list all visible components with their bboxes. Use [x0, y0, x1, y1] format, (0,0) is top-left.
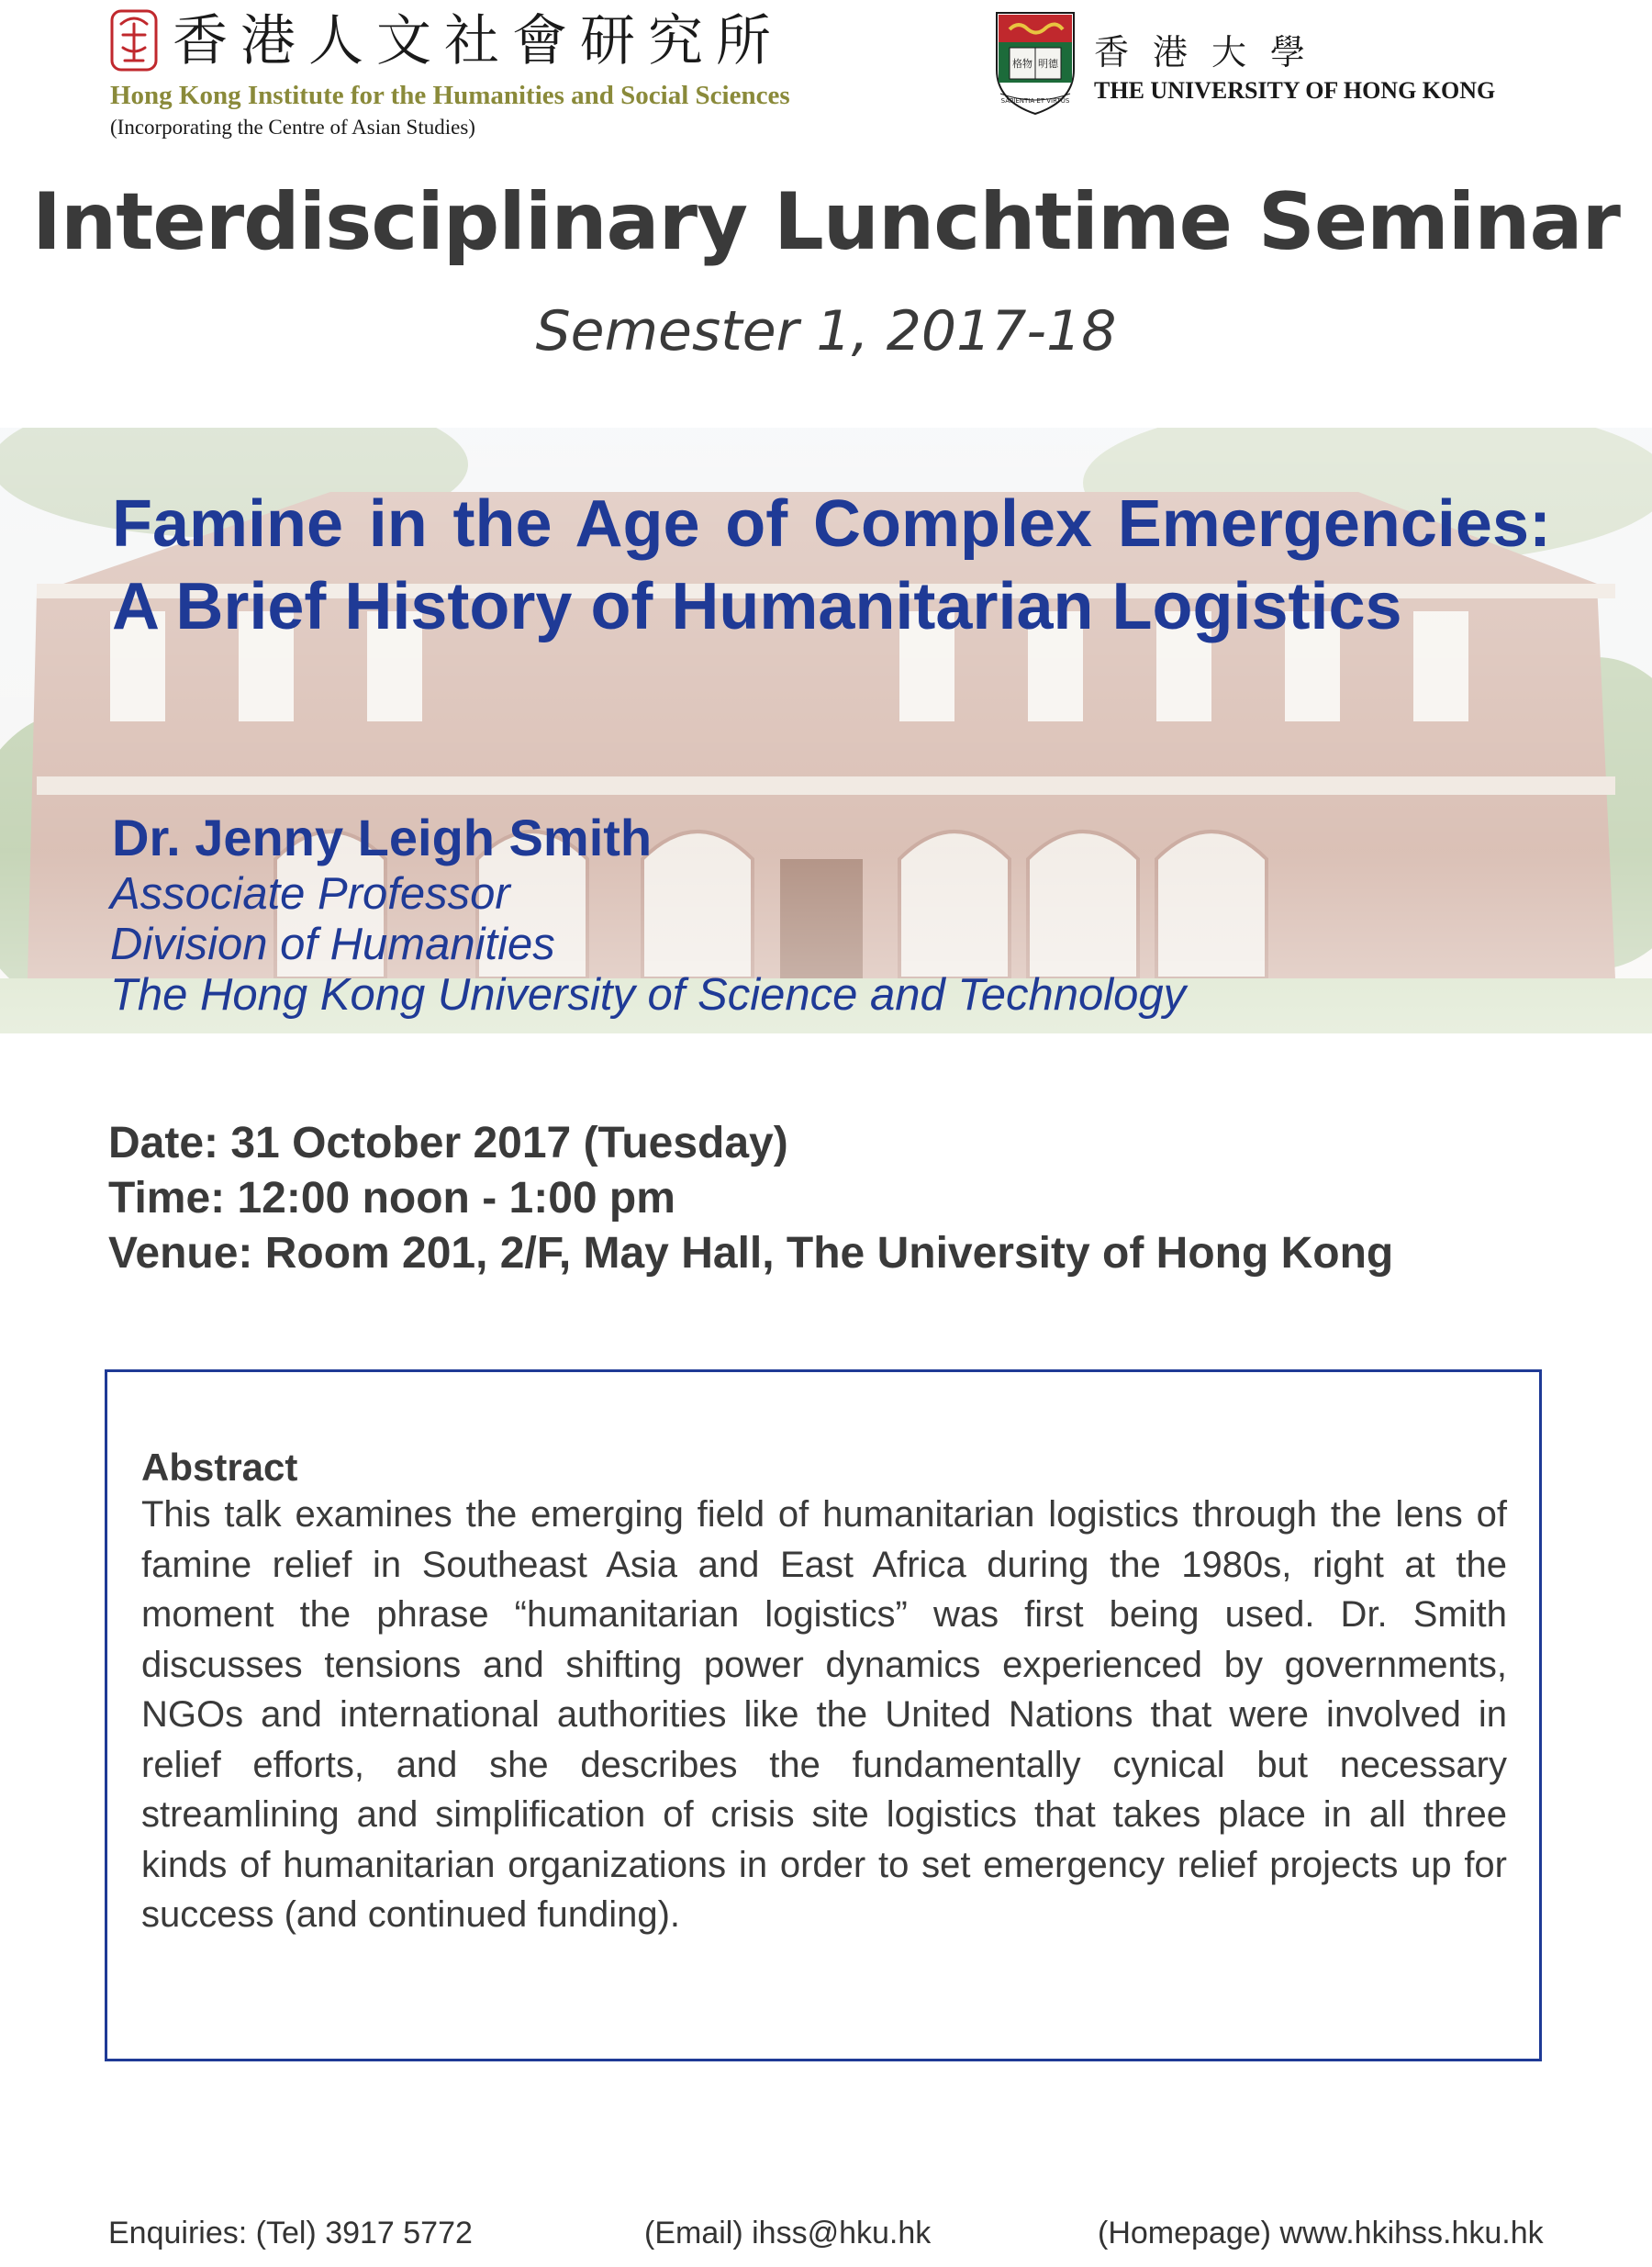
talk-title: Famine in the Age of Complex Emergencies: A Brief History of Humanitarian Logistics	[112, 487, 1551, 643]
ihss-subtitle: (Incorporating the Centre of Asian Studies)	[110, 116, 475, 139]
svg-text:格物: 格物	[1012, 58, 1032, 70]
hero-banner	[0, 428, 1652, 1033]
event-time: Time: 12:00 noon - 1:00 pm	[108, 1174, 675, 1223]
ihss-logo-block	[108, 7, 934, 145]
hku-chinese-name: 香港大學	[1094, 32, 1330, 73]
series-title: Interdisciplinary Lunchtime Seminar	[32, 176, 1620, 268]
event-date: Date: 31 October 2017 (Tuesday)	[108, 1119, 788, 1167]
abstract-body: This talk examines the emerging field of humanitarian logistics through the lens of famine relief in Southeast Asia and East Africa during the 1980s, right at the moment the phrase “humanitarian logistics” was first being used. Dr. Smith discusses tensions and shifting power dynamics experienced by governments, NGOs and international authorities like the United Nations that were involved in relief efforts, and she describes the fundamentally cynical but necessary streamlining and simplification of crisis site logistics that takes place in all three kinds of humanitarian organizations in order to set emergency relief projects up for success (and continued funding).	[141, 1494, 1507, 1935]
hku-crest-icon	[991, 9, 1079, 117]
speaker-name: Dr. Jenny Leigh Smith	[112, 809, 653, 866]
ihss-chinese-name: 香港人文社會研究所	[173, 9, 784, 73]
svg-text:明德: 明德	[1038, 58, 1058, 70]
semester-subtitle: Semester 1, 2017-18	[535, 299, 1117, 363]
ihss-seal-icon	[108, 7, 160, 73]
speaker-institution: The Hong Kong University of Science and Technology	[110, 970, 1187, 1020]
hku-motto: SAPIENTIA ET VIRTUS	[1000, 97, 1070, 105]
speaker-division: Division of Humanities	[110, 920, 555, 969]
speaker-position: Associate Professor	[110, 869, 510, 919]
footer-email[interactable]: (Email) ihss@hku.hk	[644, 2216, 932, 2250]
abstract-heading: Abstract	[141, 1446, 298, 1489]
event-venue: Venue: Room 201, 2/F, May Hall, The University of Hong Kong	[108, 1229, 1394, 1278]
footer-homepage[interactable]: (Homepage) www.hkihss.hku.hk	[1098, 2216, 1544, 2250]
hku-logo-block	[991, 9, 1560, 128]
ihss-english-name: Hong Kong Institute for the Humanities and Social Sciences	[110, 81, 790, 110]
footer-tel: Enquiries: (Tel) 3917 5772	[108, 2216, 473, 2250]
hku-english-name: THE UNIVERSITY OF HONG KONG	[1094, 77, 1496, 104]
abstract-box	[105, 1369, 1542, 2061]
